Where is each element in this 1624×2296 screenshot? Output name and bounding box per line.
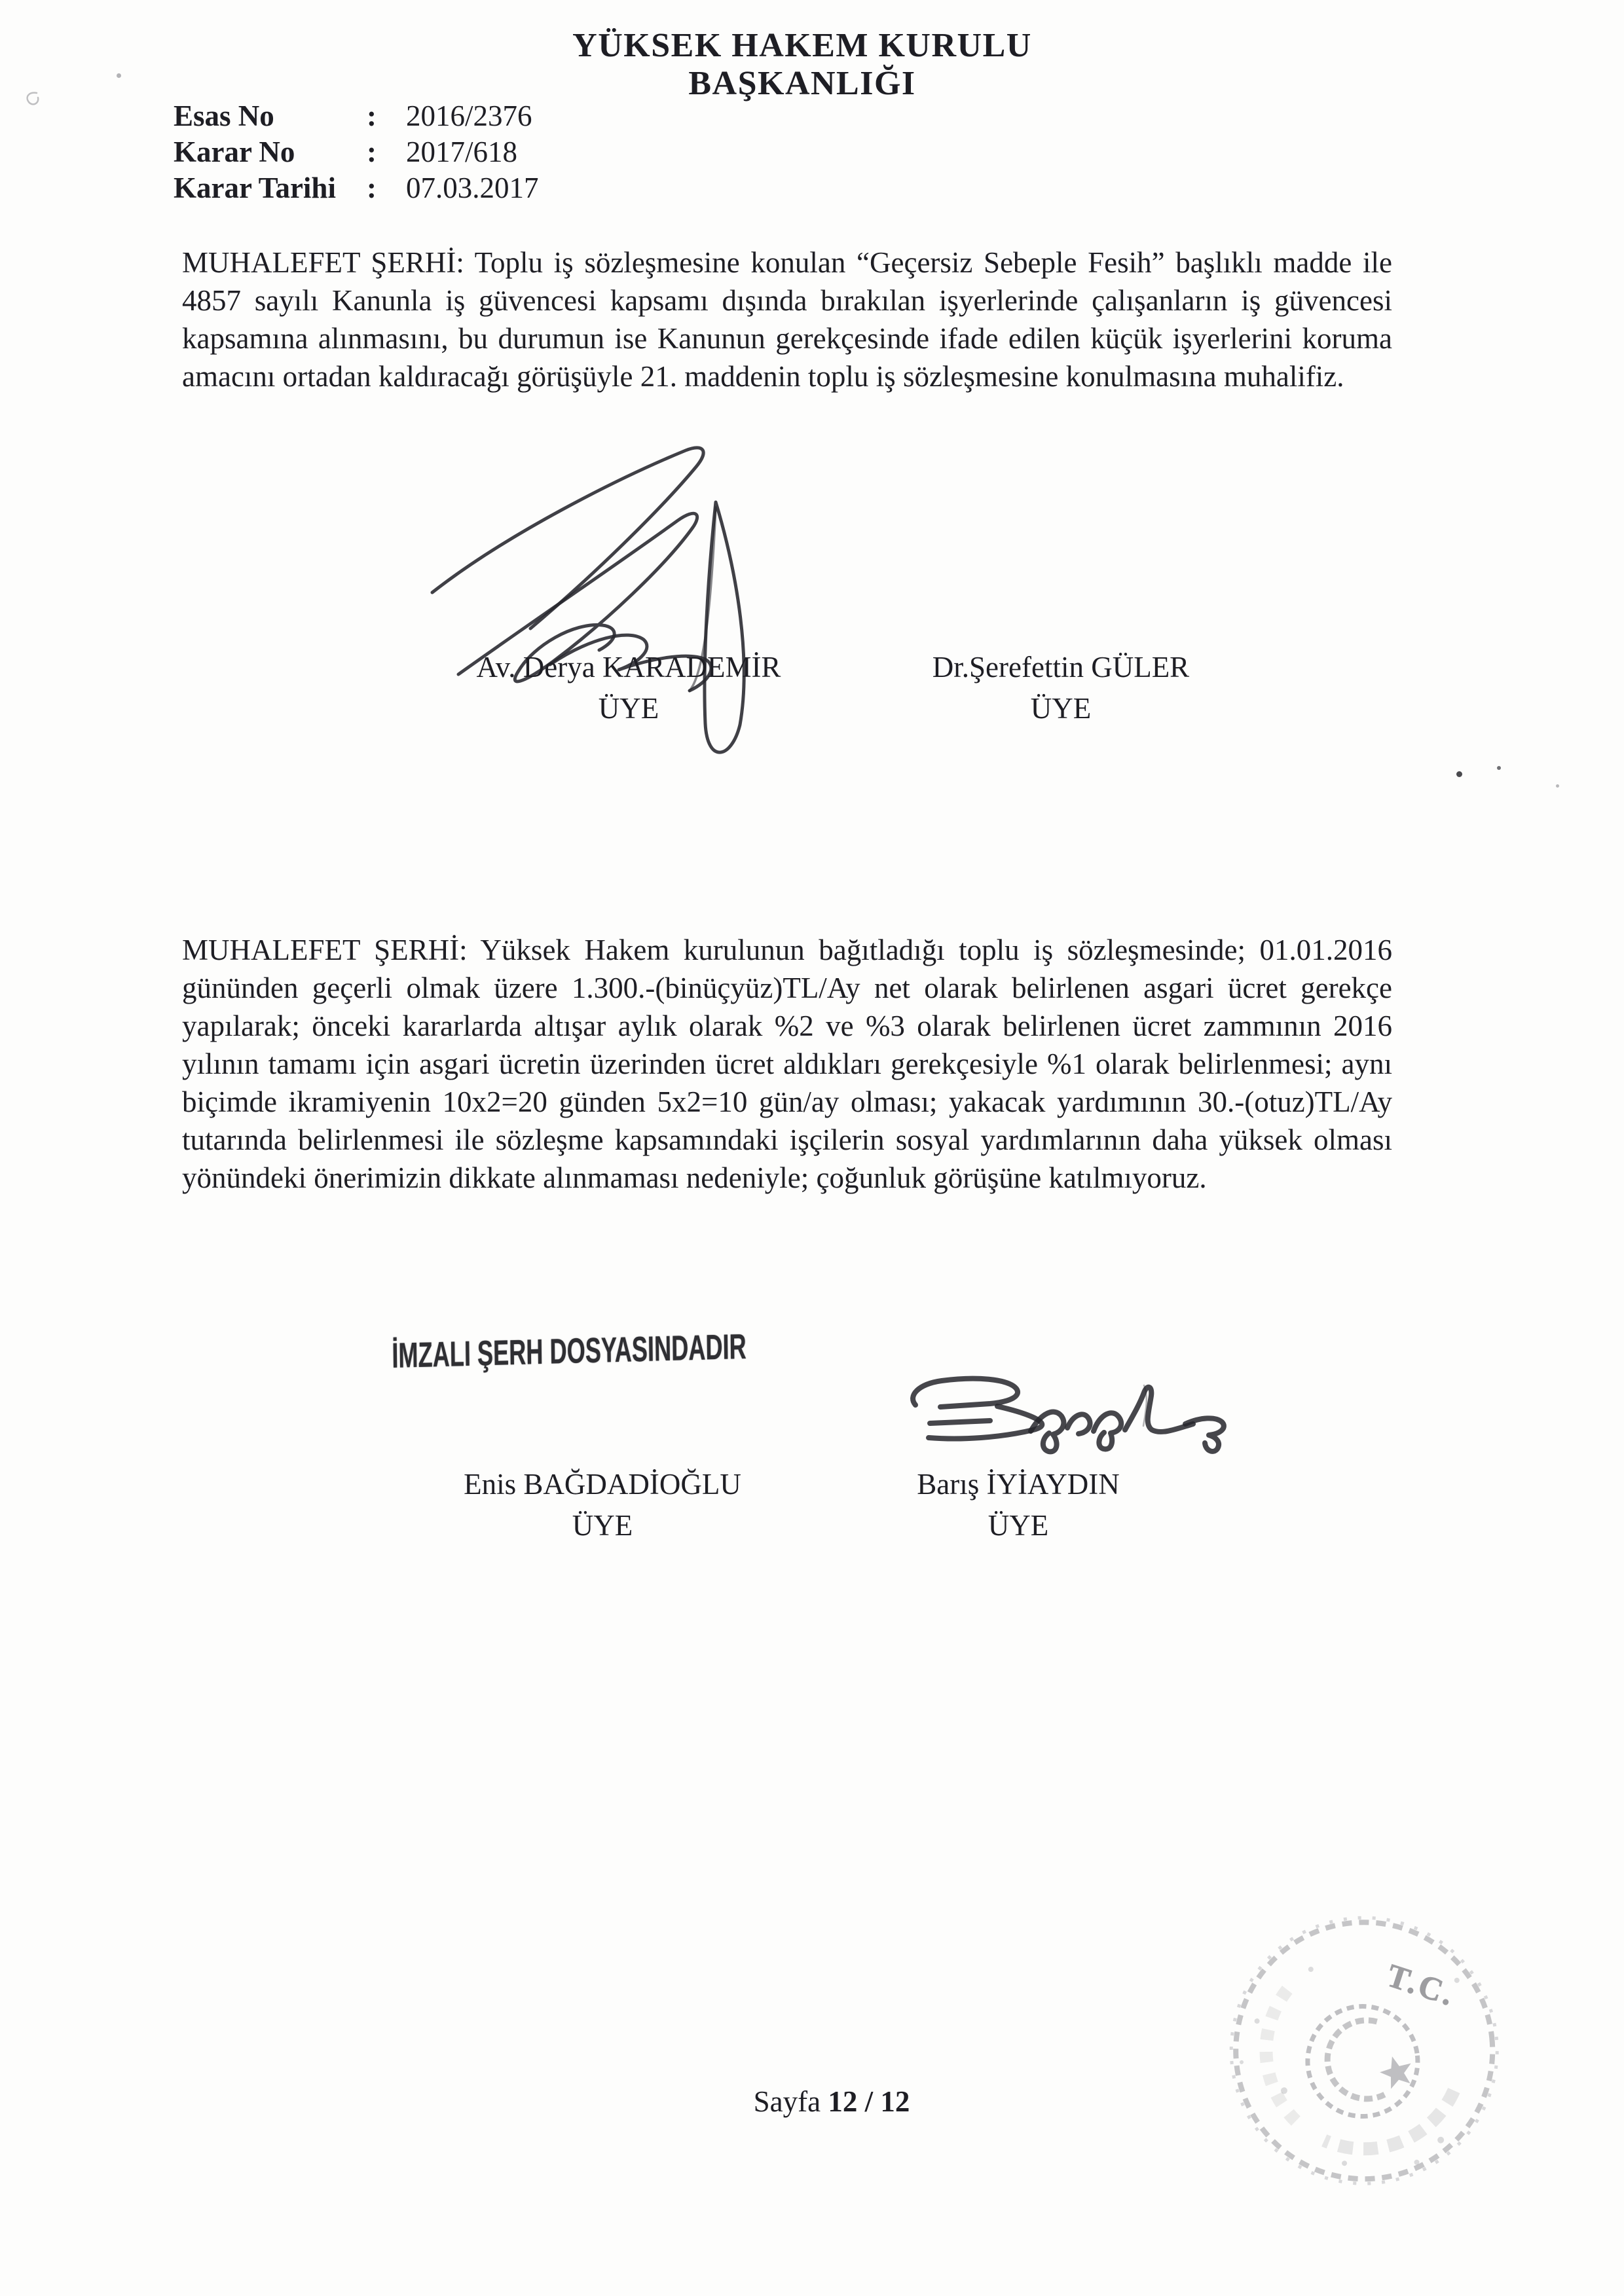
dissent-paragraph-2: MUHALEFET ŞERHİ: Yüksek Hakem kurulunun bağıtladığı toplu iş sözleşmesinde; 01.01.2016 gününden geçerli olmak üzere 1.300.-(binüçyüz)TL/Ay net olarak belirlenen asgari ücret gerekçe yapılarak; önceki kararlarda altışar aylık olarak %2 ve %3 olarak belirlenen ücret zammının 2016 yılının tamamı için asgari ücretin üzerinden ücret aldıkları gerekçesiyle %1 olarak belirlenmesi; aynı biçimde ikramiyenin 10x2=20 günden 5x2=10 gün/ay olması; yakacak yardımının 30.-(otuz)TL/Ay tutarında belirlenmesi ile sözleşme kapsamındaki işçilerin sosyal yardımlarının daha yüksek olması yönündeki önerimizin dikkate alınmaması nedeniyle; çoğunluk görüşüne katılmıyoruz. bbox=[182, 934, 1392, 1194]
signatory-block-bagdadioglu bbox=[432, 1464, 773, 1546]
dissent-paragraph-1: MUHALEFET ŞERHİ: Toplu iş sözleşmesine konulan “Geçersiz Sebeple Fesih” başlıklı madde ile 4857 sayılı Kanunla iş güvencesi kapsamı dışında bırakılan işyerlerinde çalışanların iş güvencesi kapsamına alınmasını, bu durumun ise Kanunun gerekçesinde ifade edilen küçük işyerlerini koruma amacını ortadan kaldıracağı görüşüyle 21. maddenin toplu iş sözleşmesine konulmasına muhalifiz. bbox=[182, 246, 1392, 393]
org-title-line2: BAŞKANLIĞI bbox=[688, 65, 916, 102]
footer-page-number: 12 / 12 bbox=[828, 2085, 910, 2118]
imzali-serh-stamp: İMZALI ŞERH DOSYASINDADIR bbox=[392, 1326, 747, 1376]
case-row-karar-no bbox=[174, 134, 539, 170]
case-value: 2016/2376 bbox=[406, 100, 532, 132]
signatory-name: Enis BAĞDADİOĞLU bbox=[464, 1468, 741, 1501]
signature-scribble-iyiaydin bbox=[902, 1366, 1243, 1464]
star-icon bbox=[1378, 2054, 1414, 2090]
signatory-title: ÜYE bbox=[572, 1509, 633, 1542]
case-row-karar-tarihi bbox=[174, 170, 539, 206]
scan-artifact-dot bbox=[1556, 784, 1559, 788]
scan-artifact-curl bbox=[24, 89, 43, 109]
scan-artifact-dot bbox=[117, 73, 121, 78]
case-row-esas-no bbox=[174, 98, 539, 134]
scan-artifact-dot bbox=[1456, 771, 1462, 777]
case-value: 2017/618 bbox=[406, 136, 518, 168]
tc-official-seal bbox=[1202, 1886, 1529, 2213]
signatory-name: Barış İYİAYDIN bbox=[917, 1468, 1120, 1501]
signatory-name: Dr.Şerefettin GÜLER bbox=[932, 651, 1190, 683]
case-colon: : bbox=[367, 172, 377, 204]
signatory-title: ÜYE bbox=[598, 692, 659, 725]
signatory-title: ÜYE bbox=[987, 1509, 1049, 1542]
case-value: 07.03.2017 bbox=[406, 172, 539, 204]
case-label: Karar No bbox=[174, 136, 295, 168]
signatory-block-iyiaydin bbox=[848, 1464, 1189, 1546]
case-label: Esas No bbox=[174, 100, 274, 132]
case-info-block bbox=[174, 98, 539, 206]
signatory-block-guler bbox=[891, 647, 1231, 729]
case-label: Karar Tarihi bbox=[174, 172, 336, 204]
signatory-name: Av. Derya KARADEMİR bbox=[476, 651, 781, 683]
footer-label: Sayfa bbox=[753, 2085, 821, 2118]
signatory-block-karademir bbox=[458, 647, 799, 729]
scan-artifact-dot bbox=[1497, 766, 1501, 770]
signatory-title: ÜYE bbox=[1030, 692, 1092, 725]
case-colon: : bbox=[367, 136, 377, 168]
org-title-line1: YÜKSEK HAKEM KURULU bbox=[572, 27, 1032, 64]
seal-tc-text: T.C. bbox=[1382, 1956, 1461, 2013]
crescent-icon bbox=[1323, 2019, 1385, 2103]
page-footer bbox=[668, 2085, 995, 2119]
case-colon: : bbox=[367, 100, 377, 132]
